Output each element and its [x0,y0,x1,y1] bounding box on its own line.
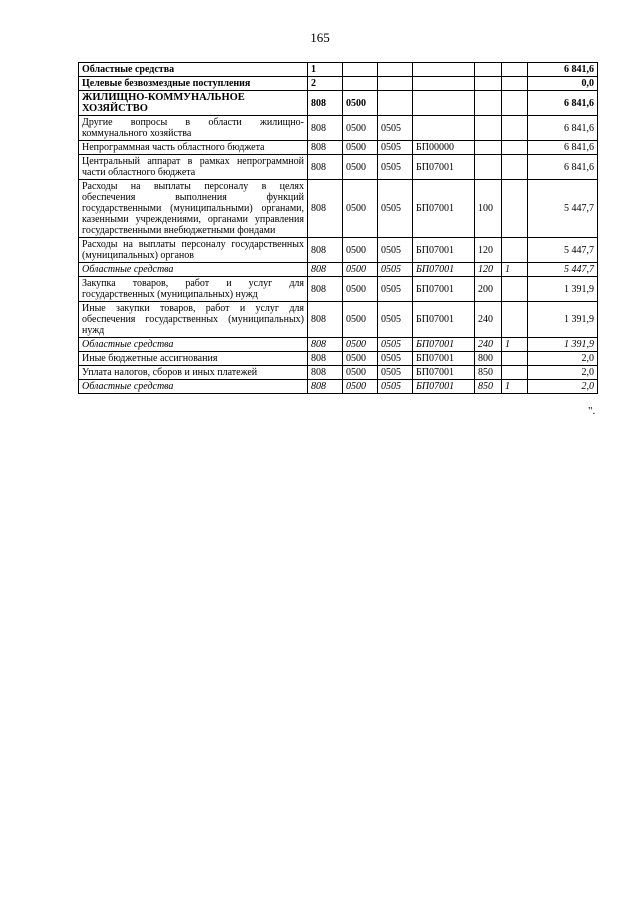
row-name-cell: Другие вопросы в области жилищно-коммунального хозяйства [79,116,308,141]
expense-type-cell [475,116,502,141]
section-code-cell: 0500 [343,238,378,263]
budget-table [78,62,598,394]
amount-cell: 5 447,7 [528,180,598,238]
section-code-cell: 0500 [343,91,378,116]
target-article-cell: БП07001 [413,366,475,380]
row-name-cell: Областные средства [79,263,308,277]
ministry-code-cell: 808 [308,180,343,238]
expense-type-cell [475,91,502,116]
target-article-cell [413,77,475,91]
table-row [79,91,598,116]
row-name-cell: Центральный аппарат в рамках непрограммной части областного бюджета [79,155,308,180]
section-code-cell: 0500 [343,366,378,380]
amount-cell: 2,0 [528,380,598,394]
funding-source-cell: 1 [502,263,528,277]
amount-cell: 5 447,7 [528,238,598,263]
target-article-cell: БП07001 [413,352,475,366]
ministry-code-cell: 808 [308,155,343,180]
table-row [79,77,598,91]
subsection-code-cell: 0505 [378,352,413,366]
ministry-code-cell: 808 [308,263,343,277]
funding-source-cell [502,352,528,366]
ministry-code-cell: 808 [308,380,343,394]
row-name-cell: Расходы на выплаты персоналу государственных (муниципальных) органов [79,238,308,263]
target-article-cell: БП07001 [413,180,475,238]
ministry-code-cell: 808 [308,116,343,141]
row-name-cell: Расходы на выплаты персоналу в целях обеспечения выполнения функций государственными (муниципальными) органами, казенными учреждениями, органами управления государственными внебюджетными фондами [79,180,308,238]
funding-source-cell [502,366,528,380]
table-row [79,338,598,352]
row-name-cell: Непрограммная часть областного бюджета [79,141,308,155]
funding-source-cell [502,91,528,116]
table-row [79,277,598,302]
table-row [79,63,598,77]
ministry-code-cell: 808 [308,338,343,352]
section-code-cell: 0500 [343,141,378,155]
expense-type-cell: 200 [475,277,502,302]
ministry-code-cell: 808 [308,91,343,116]
subsection-code-cell: 0505 [378,302,413,338]
funding-source-cell [502,277,528,302]
row-name-cell: Областные средства [79,63,308,77]
funding-source-cell: 1 [502,338,528,352]
table-row [79,180,598,238]
ministry-code-cell: 1 [308,63,343,77]
table-row [79,352,598,366]
expense-type-cell [475,77,502,91]
expense-type-cell [475,155,502,180]
table-row [79,263,598,277]
expense-type-cell: 850 [475,380,502,394]
amount-cell: 6 841,6 [528,63,598,77]
ministry-code-cell: 808 [308,302,343,338]
funding-source-cell [502,238,528,263]
ministry-code-cell: 808 [308,366,343,380]
subsection-code-cell: 0505 [378,277,413,302]
expense-type-cell [475,141,502,155]
funding-source-cell [502,141,528,155]
expense-type-cell: 240 [475,302,502,338]
section-code-cell: 0500 [343,380,378,394]
target-article-cell [413,91,475,116]
table-row [79,366,598,380]
row-name-cell: ЖИЛИЩНО-КОММУНАЛЬНОЕ ХОЗЯЙСТВО [79,91,308,116]
target-article-cell: БП07001 [413,155,475,180]
amount-cell: 6 841,6 [528,141,598,155]
row-name-cell: Целевые безвозмездные поступления [79,77,308,91]
funding-source-cell [502,116,528,141]
expense-type-cell: 800 [475,352,502,366]
table-row [79,238,598,263]
subsection-code-cell: 0505 [378,366,413,380]
funding-source-cell [502,63,528,77]
section-code-cell [343,77,378,91]
funding-source-cell [502,180,528,238]
expense-type-cell: 120 [475,263,502,277]
row-name-cell: Иные закупки товаров, работ и услуг для обеспечения государственных (муниципальных) нужд [79,302,308,338]
target-article-cell: БП07001 [413,380,475,394]
ministry-code-cell: 808 [308,141,343,155]
table-row [79,380,598,394]
row-name-cell: Уплата налогов, сборов и иных платежей [79,366,308,380]
table-row [79,155,598,180]
subsection-code-cell [378,91,413,116]
section-code-cell: 0500 [343,352,378,366]
section-code-cell: 0500 [343,155,378,180]
page-number: 165 [310,30,330,45]
row-name-cell: Иные бюджетные ассигнования [79,352,308,366]
amount-cell: 1 391,9 [528,277,598,302]
subsection-code-cell: 0505 [378,338,413,352]
closing-quote-mark: ". [588,405,596,417]
amount-cell: 0,0 [528,77,598,91]
subsection-code-cell: 0505 [378,141,413,155]
amount-cell: 1 391,9 [528,302,598,338]
budget-table-body [79,63,598,394]
expense-type-cell: 240 [475,338,502,352]
expense-type-cell [475,63,502,77]
ministry-code-cell: 808 [308,277,343,302]
section-code-cell: 0500 [343,116,378,141]
target-article-cell: БП07001 [413,338,475,352]
row-name-cell: Закупка товаров, работ и услуг для государственных (муниципальных) нужд [79,277,308,302]
subsection-code-cell: 0505 [378,116,413,141]
amount-cell: 5 447,7 [528,263,598,277]
funding-source-cell: 1 [502,380,528,394]
target-article-cell [413,63,475,77]
section-code-cell: 0500 [343,338,378,352]
ministry-code-cell: 808 [308,352,343,366]
ministry-code-cell: 808 [308,238,343,263]
subsection-code-cell [378,77,413,91]
section-code-cell [343,63,378,77]
amount-cell: 2,0 [528,352,598,366]
amount-cell: 6 841,6 [528,116,598,141]
subsection-code-cell: 0505 [378,180,413,238]
subsection-code-cell [378,63,413,77]
expense-type-cell: 100 [475,180,502,238]
amount-cell: 2,0 [528,366,598,380]
row-name-cell: Областные средства [79,380,308,394]
subsection-code-cell: 0505 [378,380,413,394]
table-row [79,141,598,155]
ministry-code-cell: 2 [308,77,343,91]
amount-cell: 6 841,6 [528,91,598,116]
section-code-cell: 0500 [343,302,378,338]
target-article-cell: БП07001 [413,238,475,263]
target-article-cell: БП07001 [413,263,475,277]
section-code-cell: 0500 [343,277,378,302]
expense-type-cell: 850 [475,366,502,380]
funding-source-cell [502,155,528,180]
target-article-cell: БП00000 [413,141,475,155]
amount-cell: 1 391,9 [528,338,598,352]
funding-source-cell [502,302,528,338]
section-code-cell: 0500 [343,180,378,238]
expense-type-cell: 120 [475,238,502,263]
target-article-cell: БП07001 [413,302,475,338]
subsection-code-cell: 0505 [378,155,413,180]
amount-cell: 6 841,6 [528,155,598,180]
table-row [79,302,598,338]
row-name-cell: Областные средства [79,338,308,352]
subsection-code-cell: 0505 [378,238,413,263]
funding-source-cell [502,77,528,91]
target-article-cell: БП07001 [413,277,475,302]
subsection-code-cell: 0505 [378,263,413,277]
section-code-cell: 0500 [343,263,378,277]
table-row [79,116,598,141]
target-article-cell [413,116,475,141]
